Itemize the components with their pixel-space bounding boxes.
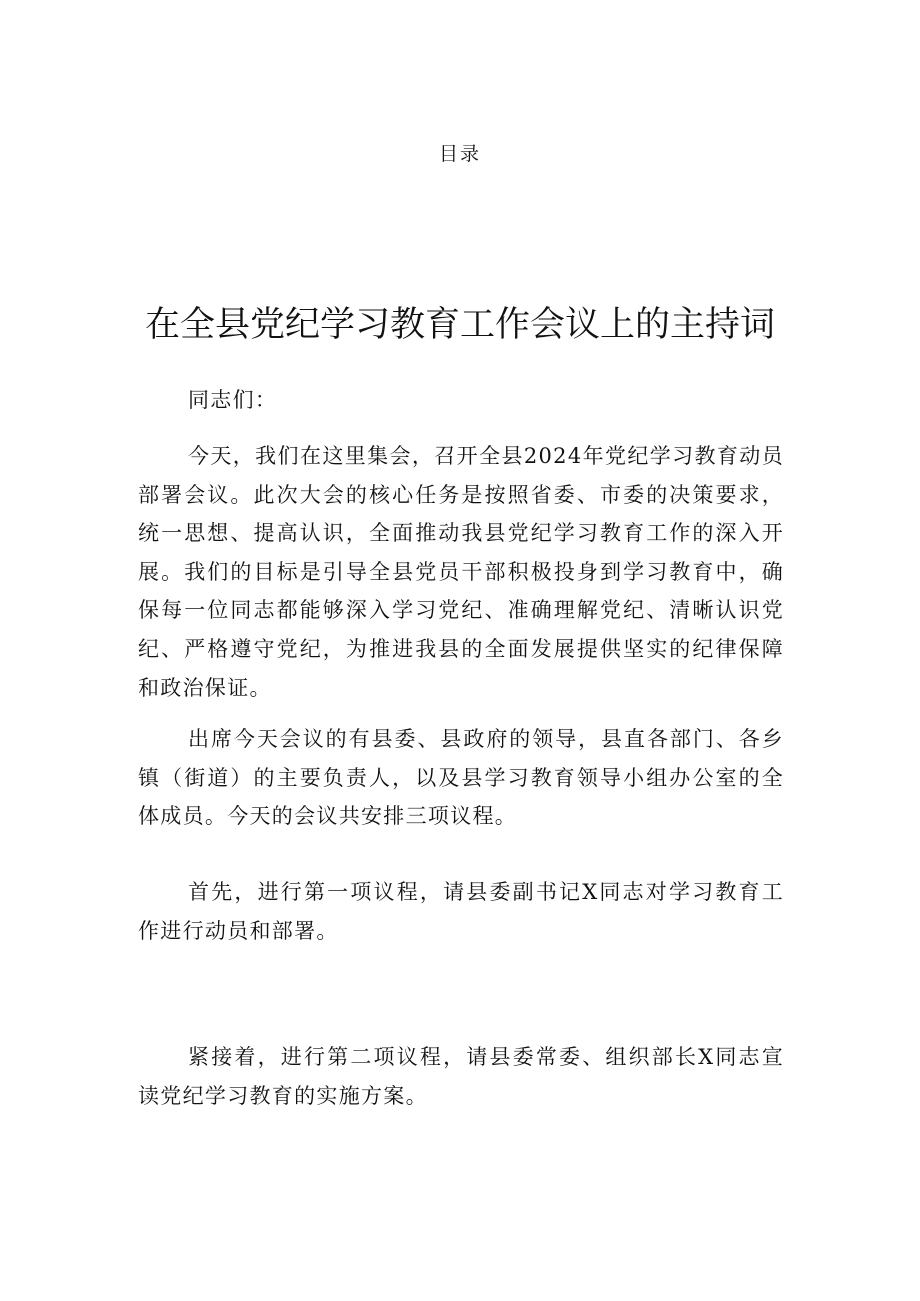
- paragraph-agenda-item-1: 首先，进行第一项议程，请县委副书记X同志对学习教育工作进行动员和部署。: [138, 880, 784, 943]
- salutation: 同志们：: [188, 388, 278, 412]
- paragraph-opening: 今天，我们在这里集会，召开全县2024年党纪学习教育动员部署会议。此次大会的核心任务是按照省委、市委的决策要求，统一思想、提高认识，全面推动我县党纪学习教育工作的深入开展。我们的目标是引导全县党员干部积极投身到学习教育中，确保每一位同志都能够深入学习党纪、准确理解党纪、清晰认识党纪、严格遵守党纪，为推进我县的全面发展提供坚实的纪律保障和政治保证。: [138, 444, 784, 700]
- document-title: 在全县党纪学习教育工作会议上的主持词: [144, 305, 775, 345]
- toc-heading: 目录: [438, 143, 481, 165]
- paragraph-agenda-item-2: 紧接着，进行第二项议程，请县委常委、组织部长X同志宣读党纪学习教育的实施方案。: [138, 1045, 784, 1108]
- paragraph-attendees: 出席今天会议的有县委、县政府的领导，县直各部门、各乡镇（街道）的主要负责人，以及县学习教育领导小组办公室的全体成员。今天的会议共安排三项议程。: [138, 727, 784, 829]
